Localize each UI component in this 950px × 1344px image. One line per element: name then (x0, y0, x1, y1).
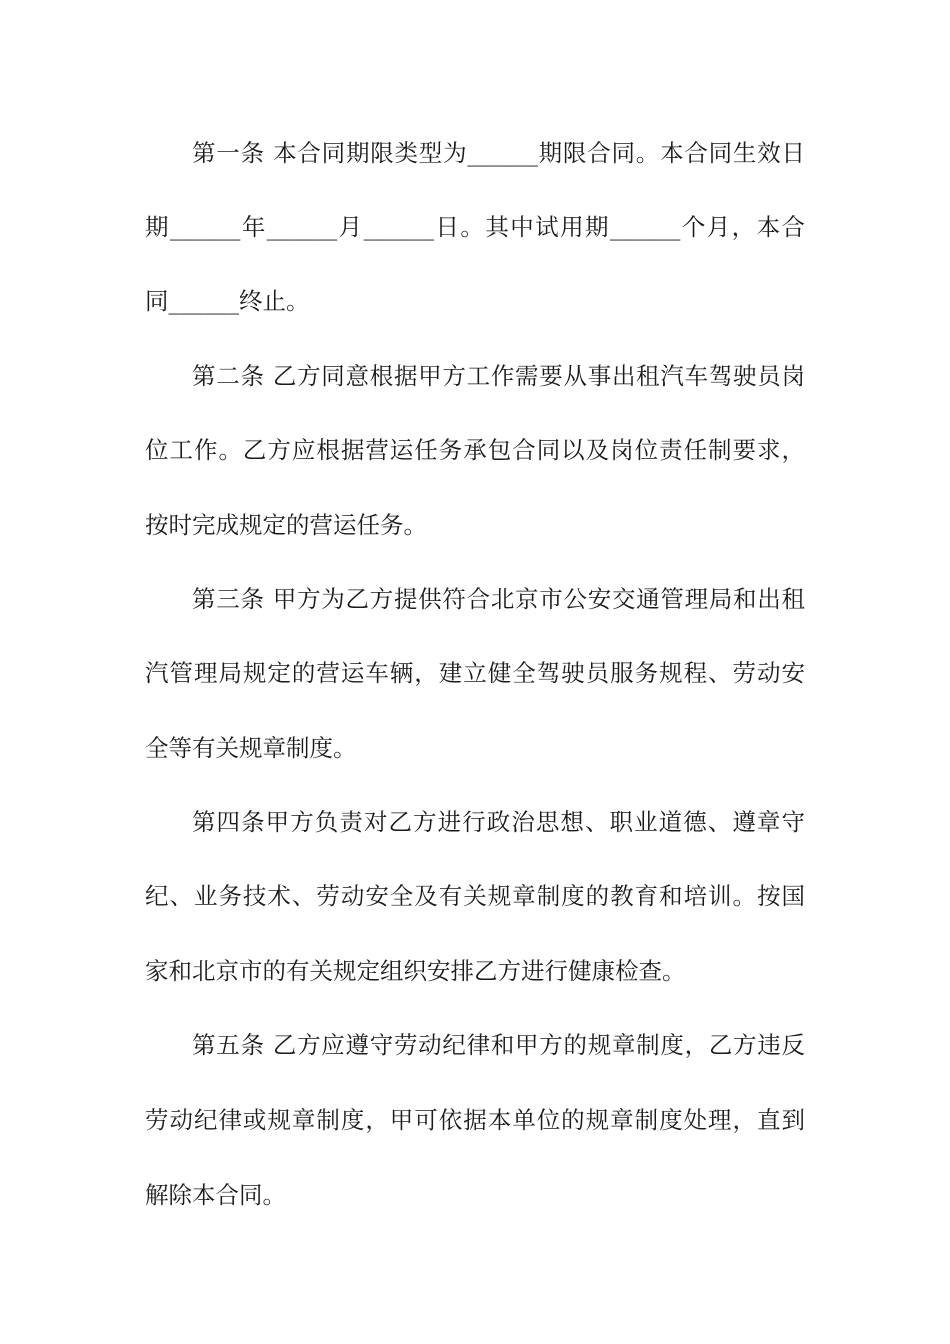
article-5-line-3: 解除本合同。 (145, 1181, 286, 1209)
article-2-line-1: 第二条 乙方同意根据甲方工作需要从事出租汽车驾驶员岗 (192, 362, 805, 390)
article-4-line-1: 第四条甲方负责对乙方进行政治思想、职业道德、遵章守 (192, 808, 805, 836)
article-1-line-1: 第一条 本合同期限类型为______期限合同。本合同生效日 (192, 139, 805, 167)
article-4-line-3: 家和北京市的有关规定组织安排乙方进行健康检查。 (145, 957, 686, 985)
article-5-line-1: 第五条 乙方应遵守劳动纪律和甲方的规章制度，乙方违反 (192, 1031, 805, 1059)
article-3-line-2: 汽管理局规定的营运车辆，建立健全驾驶员服务规程、劳动安 (145, 659, 805, 687)
article-3-line-1: 第三条 甲方为乙方提供符合北京市公安交通管理局和出租 (192, 585, 805, 613)
article-5-line-2: 劳动纪律或规章制度，甲可依据本单位的规章制度处理，直到 (145, 1106, 805, 1134)
article-2-line-2: 位工作。乙方应根据营运任务承包合同以及岗位责任制要求， (145, 436, 805, 464)
article-3-line-3: 全等有关规章制度。 (145, 734, 357, 762)
article-1-line-2: 期______年______月______日。其中试用期______个月，本合 (145, 213, 805, 241)
article-4-line-2: 纪、业务技术、劳动安全及有关规章制度的教育和培训。按国 (145, 882, 805, 910)
article-2-line-3: 按时完成规定的营运任务。 (145, 511, 427, 539)
article-1-line-3: 同______终止。 (145, 287, 310, 315)
